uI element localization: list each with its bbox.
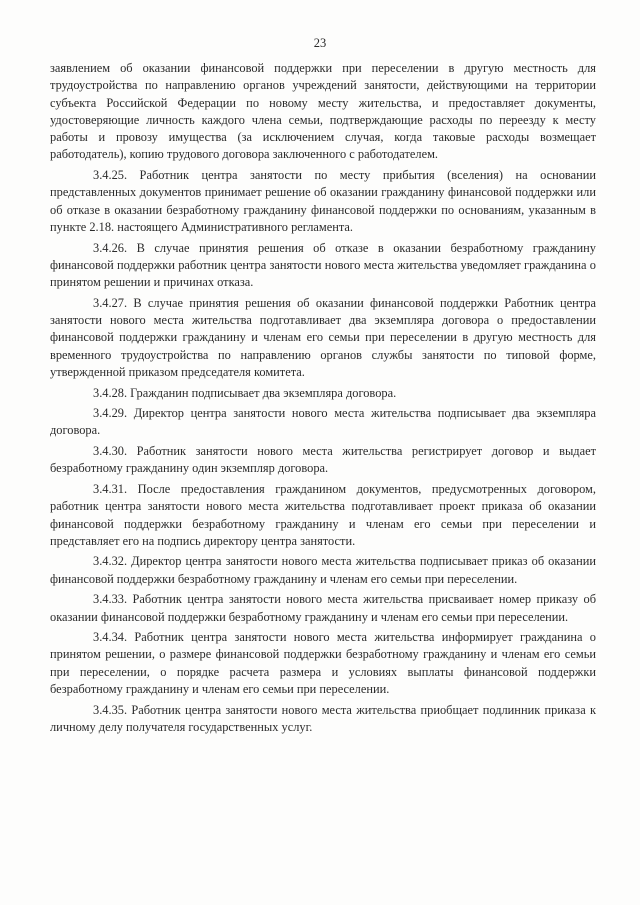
paragraph-3-4-26: 3.4.26. В случае принятия решения об отказе в оказании безработному гражданину финансовой поддержки работник центра занятости нового места жительства уведомляет гражданина о принятом решении и причинах отказа. [50, 240, 596, 290]
page-number: 23 [313, 36, 327, 50]
paragraph-3-4-32: 3.4.32. Директор центра занятости нового места жительства подписывает приказ об оказании финансовой поддержки безработному гражданину и членам его семьи при переселении. [50, 554, 596, 586]
paragraph-3-4-25: 3.4.25. Работник центра занятости по месту прибытия (вселения) на основании представленных документов принимает решение об оказании гражданину финансовой поддержки или об отказе в оказании безработному гражданину финансовой поддержки по основаниям, указанным в пункте 2.18. настоящего Административного регламента. [50, 168, 596, 234]
paragraph-3-4-31: 3.4.31. После предоставления гражданином документов, предусмотренных договором, работник центра занятости нового места жительства подготавливает проект приказа об оказании финансовой поддержки безработному гражданину и членам его семьи при переселении и представляет его на подпись директору центра занятости. [50, 481, 596, 548]
paragraph-3-4-34: 3.4.34. Работник центра занятости нового места жительства информирует гражданина о принятом решении, о размере финансовой поддержки безработному гражданину и членам его семьи при переселении, о порядке расчета размера и условиях выплаты финансовой поддержки безработному гражданину и членам его семьи при переселении. [50, 630, 596, 697]
paragraph-3-4-30: 3.4.30. Работник занятости нового места жительства регистрирует договор и выдает безработному гражданину один экземпляр договора. [50, 444, 596, 476]
paragraph-3-4-33: 3.4.33. Работник центра занятости нового места жительства присваивает номер приказу об оказании финансовой поддержки безработному гражданину и членам его семьи при переселении. [50, 592, 596, 624]
paragraph-3-4-27: 3.4.27. В случае принятия решения об оказании финансовой поддержки Работник центра занятости нового места жительства подготавливает два экземпляра договора о предоставлении финансовой поддержки гражданину и членам его семьи при переселении в другую местность для временного трудоустройства по направлению органов службы занятости по типовой форме, утвержденной приказом председателя комитета. [50, 295, 596, 379]
paragraph-3-4-29: 3.4.29. Директор центра занятости нового места жительства подписывает два экземпляра договора. [50, 406, 596, 438]
document-body [50, 60, 596, 740]
paragraph-3-4-28: 3.4.28. Гражданин подписывает два экземпляра договора. [93, 385, 397, 400]
paragraph-continuation: заявлением об оказании финансовой поддержки при переселении в другую местность для трудоустройства по направлению органов учреждений занятости, действующими на территории субъекта Российской Федерации по новому месту жительства, и предоставляет документы, удостоверяющие личность каждого члена семьи, подтверждающие расходы по переезду к месту работы и провозу имущества (за исключением случая, когда таковые расходы возмещает работодатель), копию трудового договора заключенного с работодателем. [50, 61, 596, 162]
paragraph-3-4-35: 3.4.35. Работник центра занятости нового места жительства приобщает подлинник приказа к личному делу получателя государственных услуг. [50, 702, 596, 734]
